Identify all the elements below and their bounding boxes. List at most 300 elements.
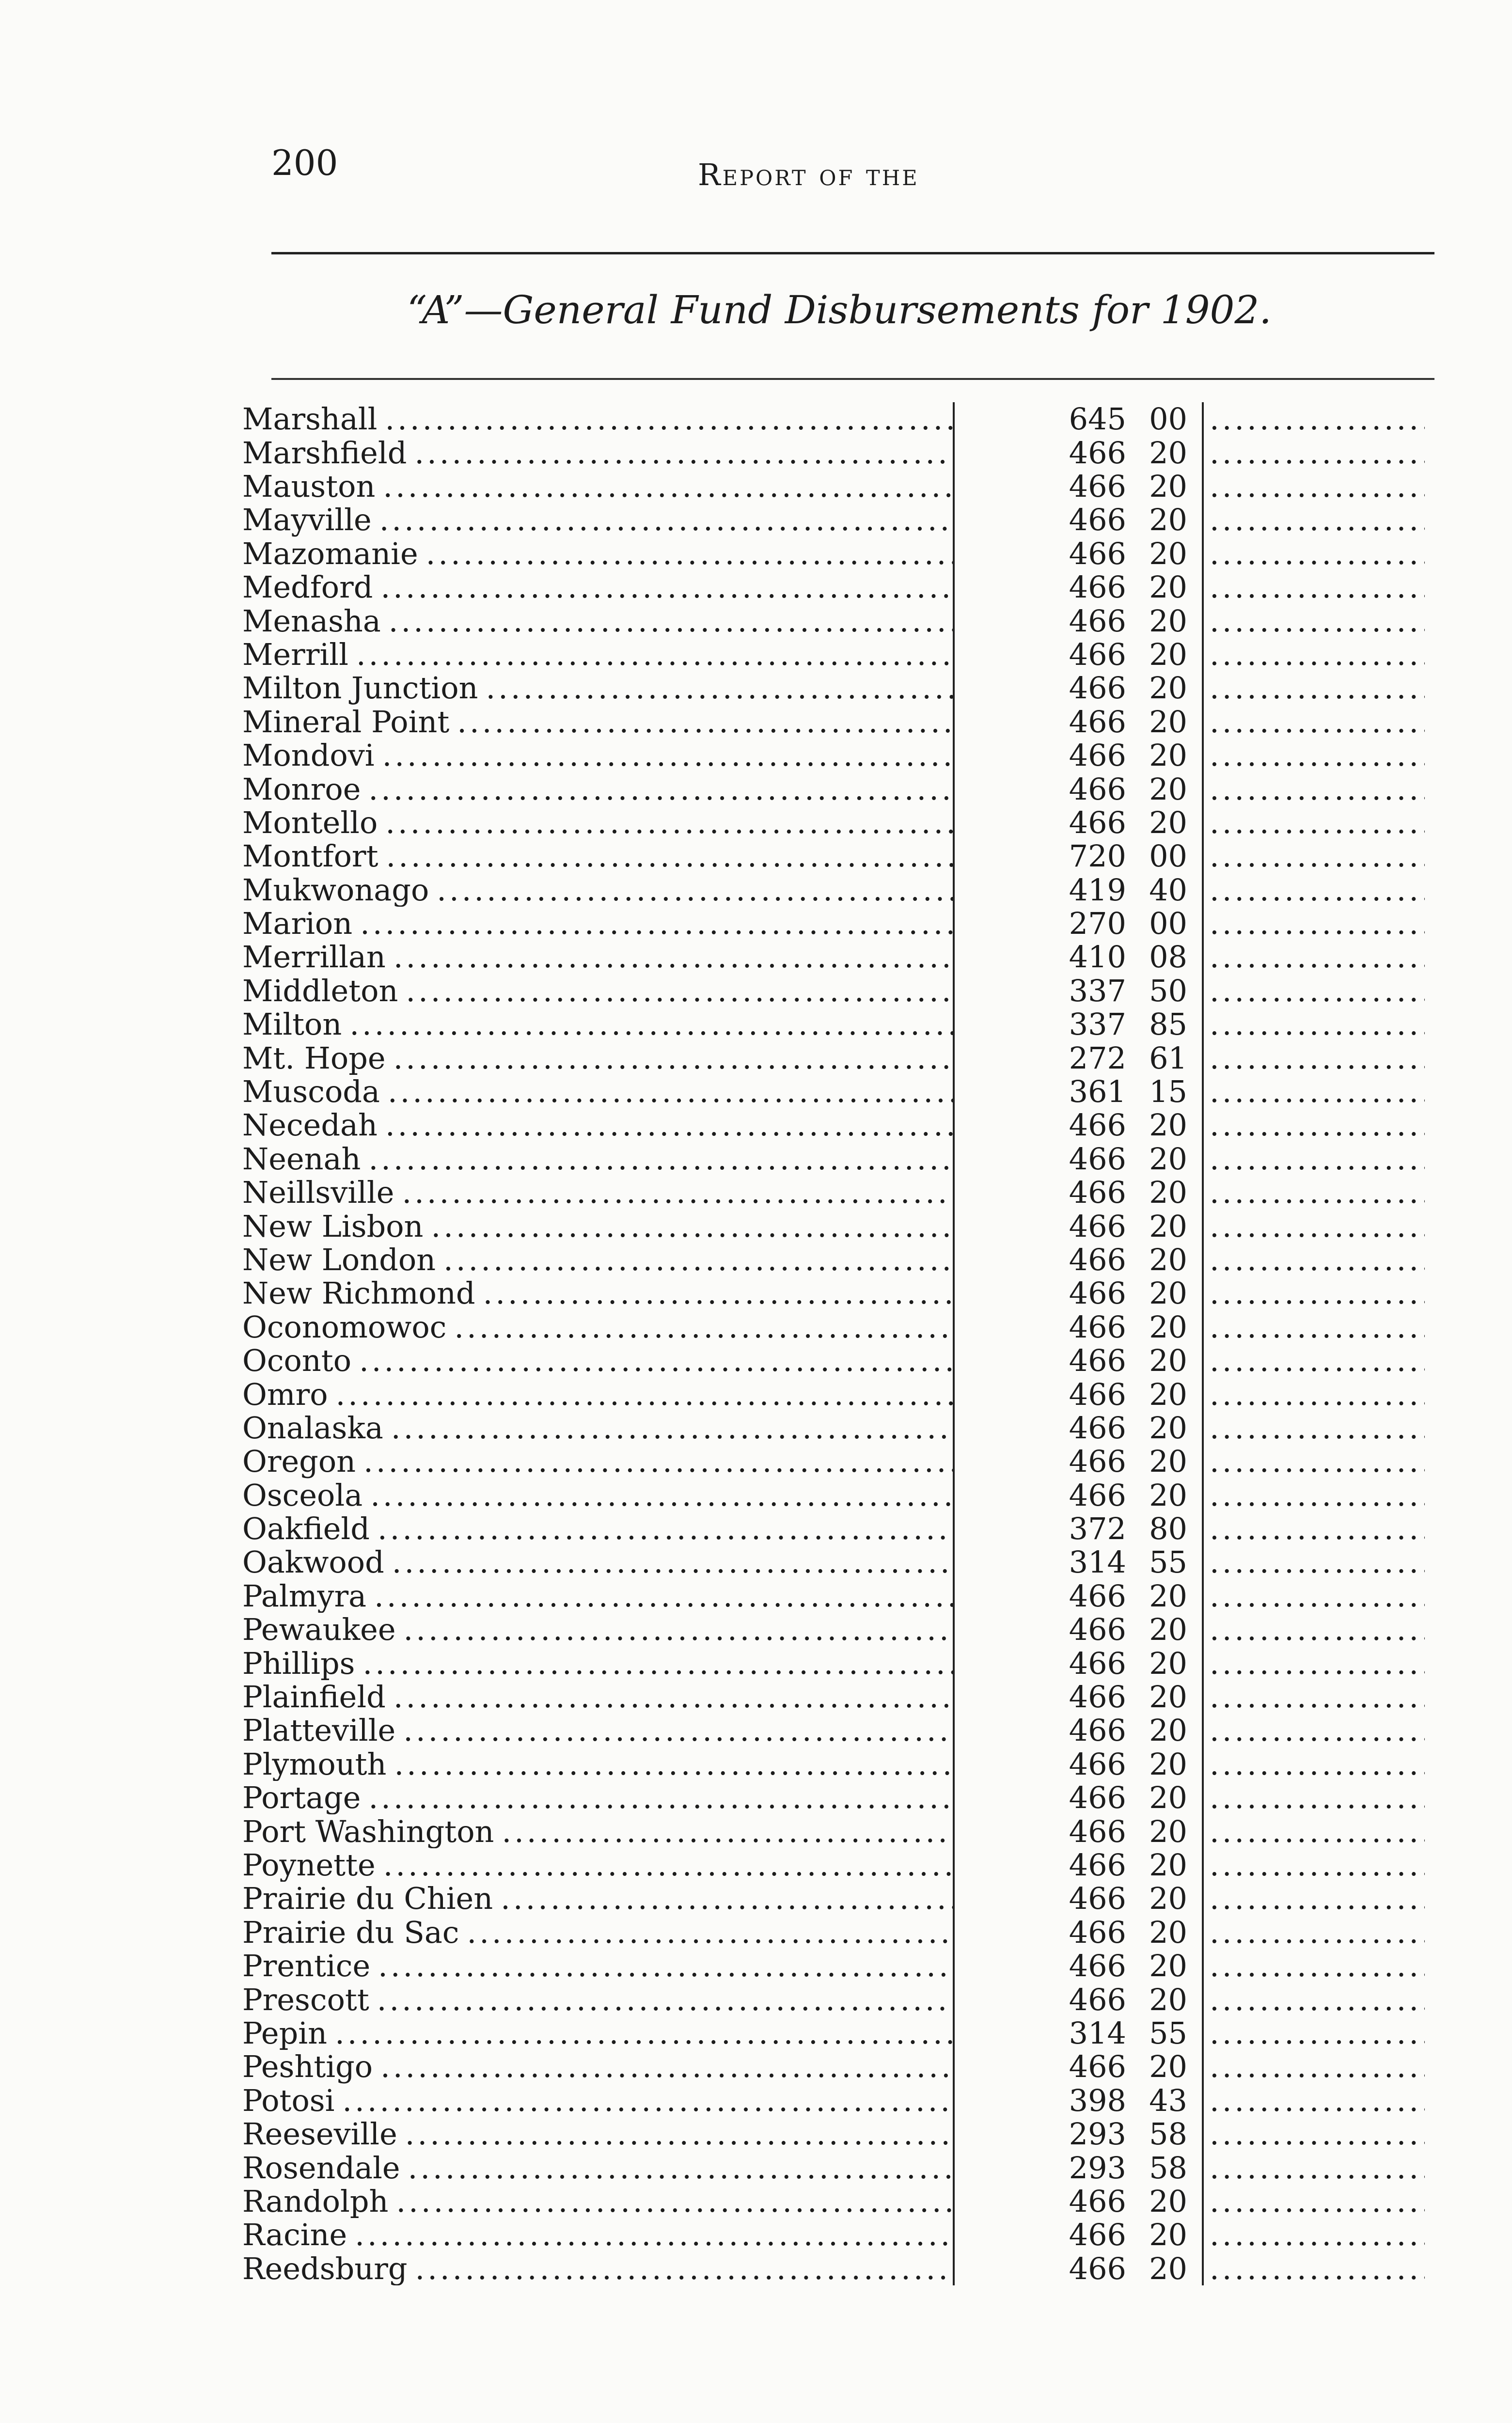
name-cell [242,1075,955,1108]
dot-leader [1210,638,1425,671]
ledger-row [242,537,1425,570]
amount-dollars: 466 [1069,1242,1126,1277]
name-cell [242,2050,955,2083]
name-cell [242,1848,955,1882]
name-cell [242,1916,955,1949]
amount-cents: 20 [1149,1612,1187,1648]
amount-cell [955,1108,1202,1142]
dot-leader [426,537,953,570]
name-cell [242,1007,955,1041]
name-cell [242,2218,955,2251]
ledger-row [242,2218,1425,2251]
amount-cell [955,974,1202,1007]
name-cell [242,1613,955,1646]
amount-cell [955,1310,1202,1344]
name-cell [242,1243,955,1276]
place-name: Plymouth [242,1747,387,1781]
amount-cents: 80 [1149,1511,1187,1547]
place-name: Pewaukee [242,1613,396,1647]
blank-column [1202,1747,1425,1781]
place-name: Potosi [242,2083,335,2117]
dot-leader [385,806,953,839]
place-name: Montfort [242,839,378,873]
running-head: Report of the [698,157,919,192]
dot-leader [405,2117,953,2151]
amount-dollars: 466 [1069,603,1126,639]
blank-column [1202,2151,1425,2184]
amount-cell [955,1646,1202,1680]
blank-column [1202,537,1425,570]
amount-dollars: 466 [1069,1847,1126,1883]
amount-dollars: 466 [1069,1780,1126,1816]
ledger-row [242,974,1425,1007]
dot-leader [355,2218,953,2251]
dot-leader [1210,2050,1425,2083]
dot-leader [383,470,953,503]
dot-leader [501,1882,953,1915]
dot-leader [378,1512,953,1545]
amount-dollars: 466 [1069,1645,1126,1681]
dot-leader [1210,671,1425,705]
place-name: Montello [242,805,378,840]
dot-leader [342,2084,953,2117]
blank-column [1202,402,1425,436]
ledger-row [242,570,1425,604]
place-name: Oakfield [242,1511,370,1546]
amount-dollars: 466 [1069,636,1126,672]
amount-cents: 20 [1149,1914,1187,1950]
blank-column [1202,1276,1425,1310]
amount-dollars: 466 [1069,2049,1126,2085]
blank-column [1202,705,1425,739]
dot-leader [392,1545,953,1579]
dot-leader [1210,1377,1425,1411]
amount-dollars: 466 [1069,1107,1126,1143]
place-name: Mondovi [242,738,375,772]
ledger-row [242,1579,1425,1613]
amount-dollars: 466 [1069,535,1126,571]
amount-cell [955,873,1202,906]
ledger-row [242,2185,1425,2218]
name-cell [242,1747,955,1781]
amount-dollars: 466 [1069,1477,1126,1513]
amount-cents: 20 [1149,636,1187,672]
amount-cell [955,1613,1202,1646]
place-name: Pepin [242,2016,328,2050]
name-cell [242,1646,955,1680]
dot-leader [1210,1646,1425,1680]
amount-dollars: 466 [1069,569,1126,605]
name-cell [242,1882,955,1915]
amount-cents: 58 [1149,2150,1187,2186]
ledger-row [242,604,1425,637]
blank-column [1202,1377,1425,1411]
dot-leader [1210,1545,1425,1579]
amount-dollars: 466 [1069,1612,1126,1648]
dot-leader [1210,1714,1425,1747]
dot-leader [415,2251,953,2285]
place-name: Prescott [242,1982,369,2016]
place-name: Rosendale [242,2151,400,2185]
dot-leader [1210,402,1425,436]
place-name: Muscoda [242,1074,380,1109]
place-name: Mt. Hope [242,1041,386,1075]
amount-cents: 20 [1149,1746,1187,1782]
ledger-row [242,2084,1425,2117]
name-cell [242,570,955,604]
dot-leader [1210,1848,1425,1882]
ledger-row [242,1209,1425,1243]
name-cell [242,1781,955,1814]
place-name: Plainfield [242,1680,386,1714]
blank-column [1202,1680,1425,1714]
amount-cell [955,2117,1202,2151]
blank-column [1202,671,1425,705]
dot-leader [443,1243,953,1276]
amount-cents: 20 [1149,1376,1187,1412]
table-title: “A”—General Fund Disbursements for 1902. [407,287,1272,332]
dot-leader [394,1747,953,1781]
amount-cell [955,1949,1202,1982]
blank-column [1202,1209,1425,1243]
amount-cell [955,1814,1202,1848]
amount-cell [955,1882,1202,1915]
amount-cents: 20 [1149,1444,1187,1479]
amount-cents: 20 [1149,1208,1187,1244]
ledger-row [242,772,1425,805]
dot-leader [1210,1882,1425,1915]
amount-cents: 20 [1149,1275,1187,1311]
dot-leader [1210,705,1425,739]
amount-cents: 20 [1149,1578,1187,1614]
name-cell [242,2117,955,2151]
dot-leader [502,1814,953,1848]
blank-column [1202,2185,1425,2218]
dot-leader [1210,2117,1425,2151]
amount-dollars: 466 [1069,804,1126,840]
dot-leader [1210,1142,1425,1176]
blank-column [1202,772,1425,805]
blank-column [1202,1882,1425,1915]
amount-cell [955,705,1202,739]
place-name: Portage [242,1781,361,1815]
amount-cents: 20 [1149,502,1187,538]
blank-column [1202,1007,1425,1041]
dot-leader [394,1680,953,1714]
amount-cell [955,1041,1202,1074]
blank-column [1202,1949,1425,1982]
name-cell [242,537,955,570]
ledger-row [242,1377,1425,1411]
amount-dollars: 466 [1069,704,1126,739]
ledger-row [242,1479,1425,1512]
dot-leader [383,1848,953,1882]
amount-cell [955,1714,1202,1747]
amount-dollars: 372 [1069,1511,1126,1547]
name-cell [242,1209,955,1243]
amount-cell [955,1916,1202,1949]
ledger-row [242,1445,1425,1478]
dot-leader [382,739,953,772]
blank-column [1202,1445,1425,1478]
amount-dollars: 466 [1069,2250,1126,2286]
amount-cents: 20 [1149,1679,1187,1715]
dot-leader [1210,1041,1425,1074]
name-cell [242,873,955,906]
blank-column [1202,1848,1425,1882]
amount-cell [955,1142,1202,1176]
dot-leader [1210,537,1425,570]
amount-dollars: 466 [1069,2183,1126,2219]
amount-dollars: 466 [1069,1410,1126,1446]
amount-cell [955,671,1202,705]
amount-cell [955,2218,1202,2251]
place-name: Oconomowoc [242,1310,447,1344]
blank-column [1202,1781,1425,1814]
blank-column [1202,1479,1425,1512]
amount-dollars: 466 [1069,738,1126,773]
dot-leader [377,1982,953,2016]
dot-leader [1210,1982,1425,2016]
dot-leader [1210,1344,1425,1377]
dot-leader [1210,940,1425,974]
dot-leader [385,402,953,436]
name-cell [242,974,955,1007]
amount-cell [955,1747,1202,1781]
amount-dollars: 466 [1069,468,1126,504]
name-cell [242,2251,955,2285]
dot-leader [408,2151,953,2184]
name-cell [242,839,955,873]
ledger-row [242,638,1425,671]
name-cell [242,2151,955,2184]
amount-dollars: 466 [1069,1444,1126,1479]
blank-column [1202,1512,1425,1545]
name-cell [242,1176,955,1209]
amount-dollars: 466 [1069,1746,1126,1782]
dot-leader [1210,839,1425,873]
blank-column [1202,1075,1425,1108]
dot-leader [1210,1108,1425,1142]
amount-cents: 20 [1149,1713,1187,1748]
ledger-row [242,1781,1425,1814]
dot-leader [368,772,953,805]
amount-cell [955,839,1202,873]
dot-leader [368,1781,953,1814]
dot-leader [363,1445,953,1478]
blank-column [1202,470,1425,503]
dot-leader [1210,1007,1425,1041]
dot-leader [404,1613,953,1646]
amount-cell [955,2016,1202,2050]
name-cell [242,1949,955,1982]
name-cell [242,1545,955,1579]
amount-cents: 20 [1149,1141,1187,1177]
blank-column [1202,1613,1425,1646]
name-cell [242,604,955,637]
blank-column [1202,739,1425,772]
place-name: New London [242,1243,436,1277]
dot-leader [356,638,953,671]
place-name: Marion [242,906,353,941]
ledger-row [242,1848,1425,1882]
amount-dollars: 337 [1069,1007,1126,1042]
ledger-row [242,2016,1425,2050]
amount-cents: 20 [1149,1847,1187,1883]
amount-cents: 20 [1149,1309,1187,1345]
place-name: Omro [242,1377,328,1411]
dot-leader [335,2016,953,2050]
amount-cell [955,402,1202,436]
ledger-row [242,1949,1425,1982]
amount-cents: 20 [1149,738,1187,773]
dot-leader [1210,1814,1425,1848]
dot-leader [1210,1411,1425,1445]
name-cell [242,638,955,671]
amount-cents: 20 [1149,804,1187,840]
ledger-row [242,1344,1425,1377]
ledger-row [242,402,1425,436]
dot-leader [1210,1747,1425,1781]
blank-column [1202,873,1425,906]
amount-cell [955,1209,1202,1243]
place-name: New Richmond [242,1276,475,1310]
ledger-row [242,873,1425,906]
dot-leader [1210,1479,1425,1512]
amount-dollars: 466 [1069,771,1126,807]
ledger-row [242,1545,1425,1579]
amount-cell [955,1344,1202,1377]
ledger-row [242,436,1425,469]
amount-cents: 43 [1149,2082,1187,2118]
dot-leader [389,604,953,637]
amount-cell [955,470,1202,503]
dot-leader [1210,974,1425,1007]
dot-leader [1210,604,1425,637]
dot-leader [374,1579,953,1613]
amount-dollars: 466 [1069,1309,1126,1345]
dot-leader [394,1041,953,1074]
dot-leader [396,2185,953,2218]
dot-leader [1210,1579,1425,1613]
place-name: Onalaska [242,1411,383,1445]
name-cell [242,772,955,805]
place-name: Racine [242,2218,347,2252]
dot-leader [380,2050,953,2083]
dot-leader [1210,1916,1425,1949]
name-cell [242,907,955,940]
name-cell [242,2185,955,2218]
ledger-row [242,1041,1425,1074]
name-cell [242,1041,955,1074]
name-cell [242,2084,955,2117]
amount-dollars: 466 [1069,1343,1126,1379]
dot-leader [385,1108,953,1142]
amount-cell [955,2185,1202,2218]
amount-cell [955,1075,1202,1108]
amount-dollars: 466 [1069,1376,1126,1412]
place-name: Peshtigo [242,2050,373,2084]
amount-cents: 20 [1149,704,1187,739]
place-name: Mayville [242,503,372,537]
amount-cents: 40 [1149,872,1187,908]
place-name: Reedsburg [242,2251,408,2285]
ledger-row [242,705,1425,739]
name-cell [242,671,955,705]
blank-column [1202,806,1425,839]
name-cell [242,1310,955,1344]
amount-cents: 20 [1149,771,1187,807]
dot-leader [388,1075,953,1108]
title-rule [271,378,1434,380]
dot-leader [1210,2185,1425,2218]
place-name: Medford [242,570,373,604]
amount-cell [955,1007,1202,1041]
dot-leader [380,570,953,604]
ledger-row [242,1714,1425,1747]
ledger-row [242,2117,1425,2151]
dot-leader [1210,873,1425,906]
dot-leader [1210,1310,1425,1344]
amount-cell [955,1276,1202,1310]
amount-dollars: 466 [1069,1813,1126,1849]
dot-leader [1210,1781,1425,1814]
amount-dollars: 314 [1069,2015,1126,2051]
place-name: Palmyra [242,1579,367,1613]
place-name: Menasha [242,604,381,638]
blank-column [1202,1176,1425,1209]
dot-leader [1210,436,1425,469]
amount-cell [955,1445,1202,1478]
amount-dollars: 293 [1069,2116,1126,2152]
place-name: Prairie du Sac [242,1915,459,1949]
amount-cents: 20 [1149,1175,1187,1211]
place-name: Oconto [242,1343,352,1378]
amount-cell [955,1982,1202,2016]
blank-column [1202,436,1425,469]
place-name: Port Washington [242,1814,494,1848]
amount-cents: 00 [1149,838,1187,874]
ledger-row [242,2251,1425,2285]
amount-cell [955,1781,1202,1814]
amount-dollars: 466 [1069,435,1126,471]
amount-cents: 20 [1149,1343,1187,1379]
dot-leader [1210,772,1425,805]
amount-cents: 00 [1149,401,1187,437]
dot-leader [386,839,953,873]
dot-leader [402,1176,953,1209]
amount-cents: 15 [1149,1074,1187,1110]
name-cell [242,402,955,436]
blank-column [1202,2251,1425,2285]
place-name: Phillips [242,1646,355,1680]
blank-column [1202,1814,1425,1848]
ledger-row [242,470,1425,503]
amount-cell [955,1545,1202,1579]
amount-cell [955,1479,1202,1512]
blank-column [1202,1108,1425,1142]
ledger-row [242,1882,1425,1915]
place-name: Mukwonago [242,873,429,907]
ledger-row [242,1075,1425,1108]
amount-dollars: 466 [1069,1881,1126,1917]
dot-leader [378,1949,953,1982]
header-rule [271,252,1434,254]
amount-cents: 20 [1149,569,1187,605]
amount-cell [955,2251,1202,2285]
amount-dollars: 645 [1069,401,1126,437]
dot-leader [1210,2151,1425,2184]
